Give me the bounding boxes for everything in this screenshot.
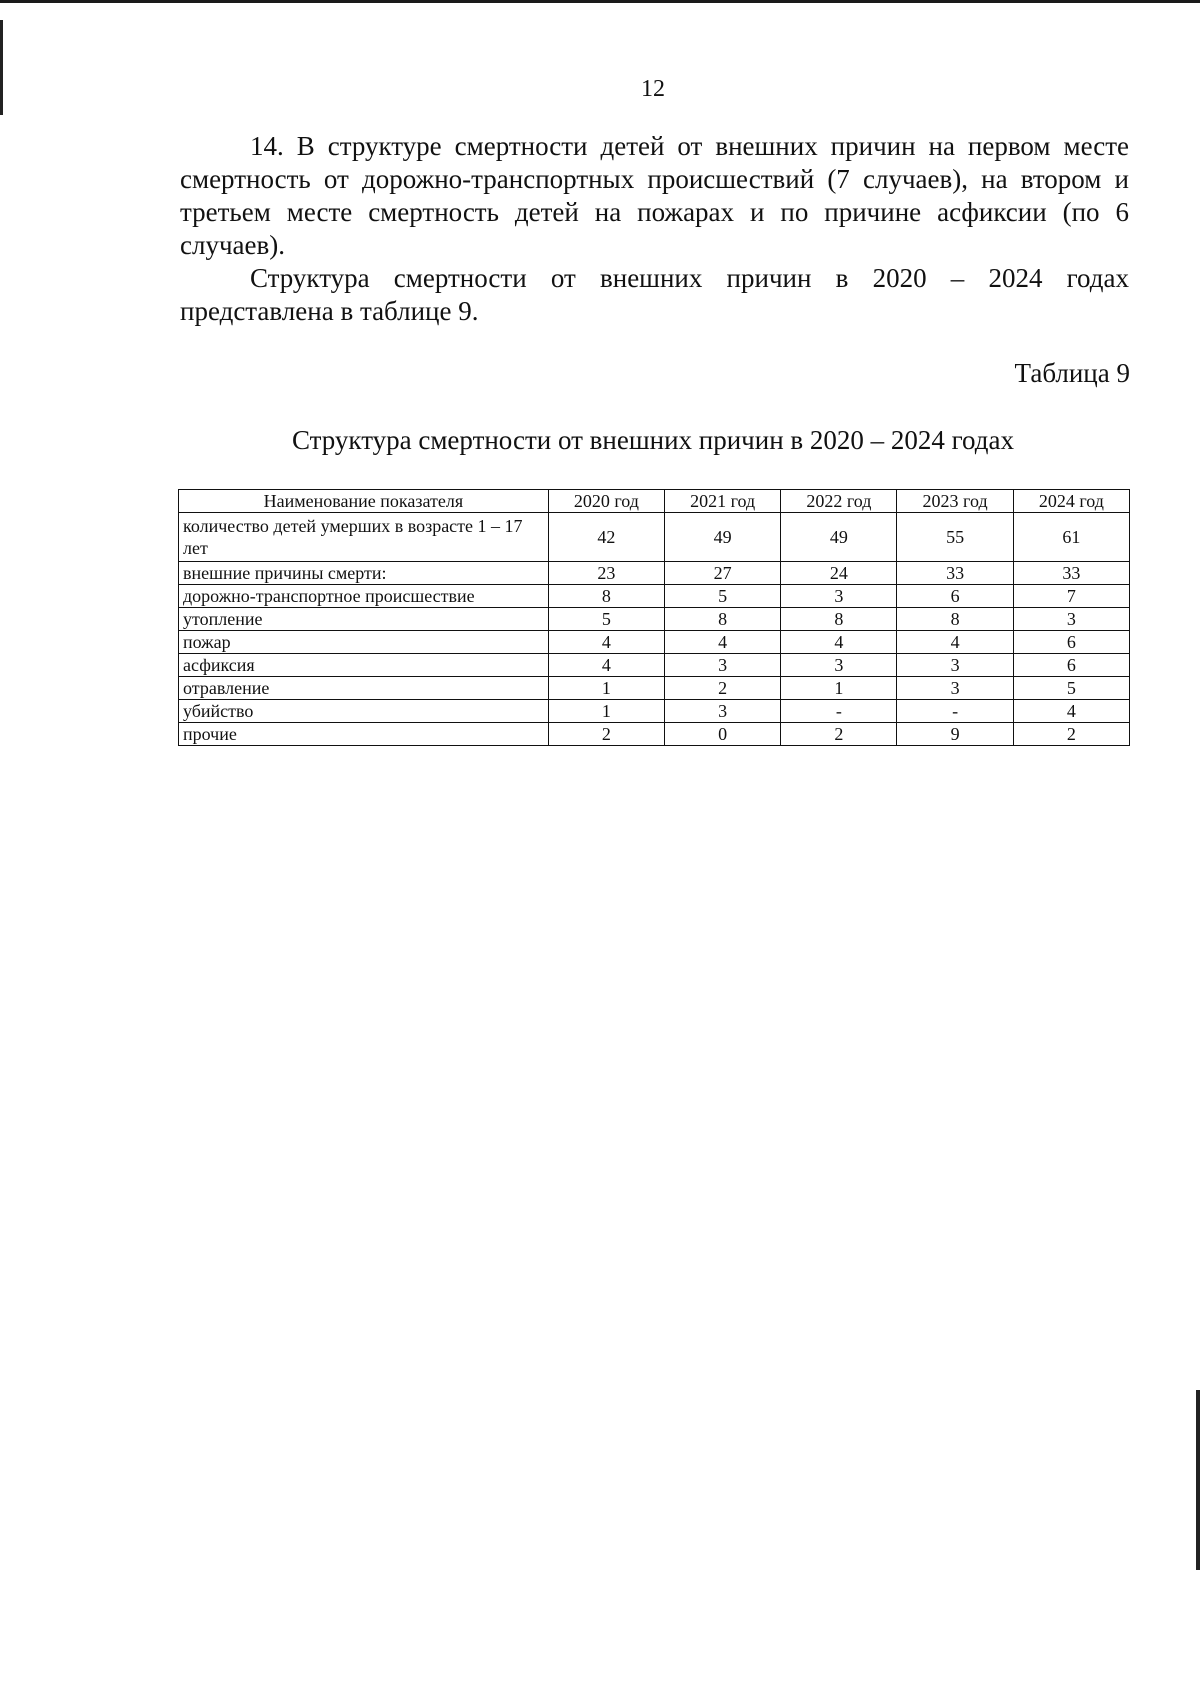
cell-value: 3: [781, 654, 897, 677]
cell-value: 4: [897, 631, 1013, 654]
cell-value: 3: [1013, 608, 1129, 631]
cell-value: 61: [1013, 513, 1129, 562]
mortality-table: [178, 489, 1130, 746]
row-label: убийство: [179, 700, 549, 723]
cell-value: 23: [548, 562, 664, 585]
header-2021: 2021 год: [665, 490, 781, 513]
cell-value: 8: [548, 585, 664, 608]
scan-right-mark: [1196, 1390, 1200, 1570]
header-2024: 2024 год: [1013, 490, 1129, 513]
header-indicator: Наименование показателя: [179, 490, 549, 513]
cell-value: -: [897, 700, 1013, 723]
cell-value: 5: [548, 608, 664, 631]
cell-value: 6: [897, 585, 1013, 608]
row-label: утопление: [179, 608, 549, 631]
cell-value: 42: [548, 513, 664, 562]
table-row: [179, 677, 1130, 700]
table-row: [179, 654, 1130, 677]
header-2022: 2022 год: [781, 490, 897, 513]
cell-value: 3: [897, 677, 1013, 700]
cell-value: 6: [1013, 631, 1129, 654]
row-label: отравление: [179, 677, 549, 700]
table-row: [179, 513, 1130, 562]
cell-value: 27: [665, 562, 781, 585]
row-label: пожар: [179, 631, 549, 654]
cell-value: 1: [548, 677, 664, 700]
cell-value: 3: [897, 654, 1013, 677]
paragraph-2: [180, 262, 1129, 328]
row-label: асфиксия: [179, 654, 549, 677]
table-header-row: [179, 490, 1130, 513]
cell-value: 3: [665, 654, 781, 677]
table-row: [179, 608, 1130, 631]
table-row: [179, 631, 1130, 654]
cell-value: 8: [897, 608, 1013, 631]
cell-value: 4: [1013, 700, 1129, 723]
header-2020: 2020 год: [548, 490, 664, 513]
cell-value: 6: [1013, 654, 1129, 677]
cell-value: 7: [1013, 585, 1129, 608]
cell-value: 9: [897, 723, 1013, 746]
scan-top-border: [0, 0, 1200, 3]
cell-value: 49: [781, 513, 897, 562]
cell-value: 5: [665, 585, 781, 608]
cell-value: 4: [665, 631, 781, 654]
paragraph-1: [180, 130, 1129, 262]
table-row: [179, 562, 1130, 585]
cell-value: 2: [1013, 723, 1129, 746]
header-2023: 2023 год: [897, 490, 1013, 513]
cell-value: 2: [548, 723, 664, 746]
cell-value: 1: [781, 677, 897, 700]
cell-value: 3: [781, 585, 897, 608]
cell-value: 4: [548, 631, 664, 654]
cell-value: 0: [665, 723, 781, 746]
cell-value: -: [781, 700, 897, 723]
row-label: количество детей умерших в возрасте 1 – 17 лет: [179, 513, 549, 562]
cell-value: 2: [665, 677, 781, 700]
cell-value: 4: [548, 654, 664, 677]
row-label: прочие: [179, 723, 549, 746]
cell-value: 3: [665, 700, 781, 723]
table-row: [179, 700, 1130, 723]
page-number: 12: [641, 76, 665, 102]
row-label: внешние причины смерти:: [179, 562, 549, 585]
paragraph-2-text: Структура смертности от внешних причин в 2020 – 2024 годах представлена в таблице 9.: [180, 263, 1129, 326]
table-row: [179, 585, 1130, 608]
table-row: [179, 723, 1130, 746]
cell-value: 8: [781, 608, 897, 631]
cell-value: 2: [781, 723, 897, 746]
cell-value: 33: [1013, 562, 1129, 585]
cell-value: 49: [665, 513, 781, 562]
cell-value: 5: [1013, 677, 1129, 700]
table-label: Таблица 9: [1014, 358, 1130, 388]
cell-value: 33: [897, 562, 1013, 585]
cell-value: 1: [548, 700, 664, 723]
cell-value: 8: [665, 608, 781, 631]
cell-value: 4: [781, 631, 897, 654]
cell-value: 24: [781, 562, 897, 585]
paragraph-1-text: 14. В структуре смертности детей от внешних причин на первом месте смертность от дорожно-транспортных происшествий (7 случаев), на втором и третьем месте смертность детей на пожарах и по причине асфиксии (по 6 случаев).: [180, 131, 1129, 260]
table-title: Структура смертности от внешних причин в 2020 – 2024 годах: [292, 425, 1014, 455]
row-label: дорожно-транспортное происшествие: [179, 585, 549, 608]
cell-value: 55: [897, 513, 1013, 562]
